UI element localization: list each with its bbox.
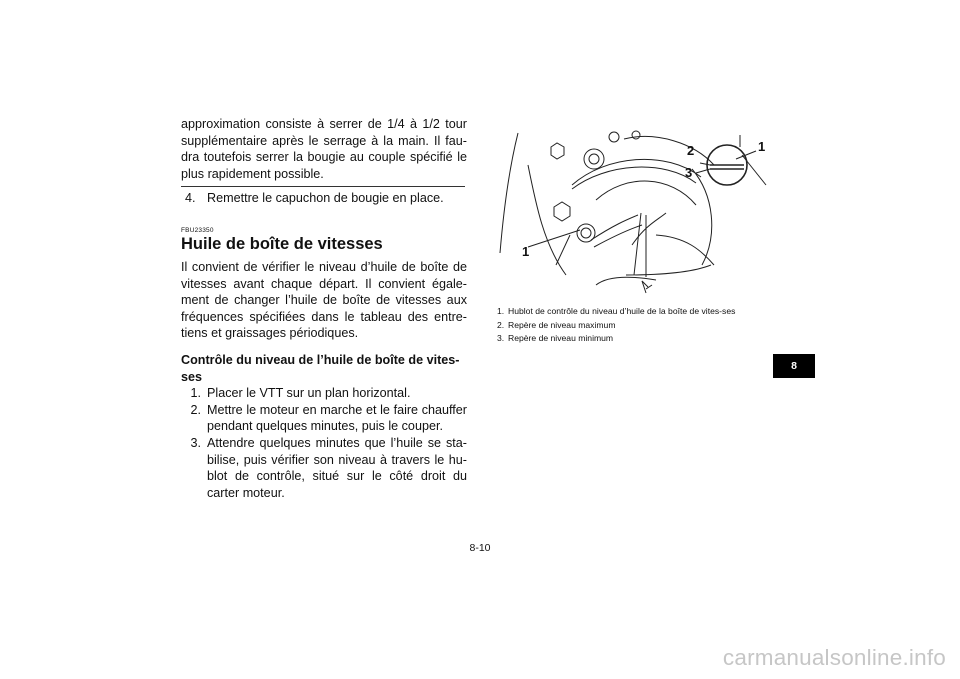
section-title: Huile de boîte de vitesses xyxy=(181,234,383,253)
caption-item xyxy=(497,333,787,344)
caption-number: 1. xyxy=(497,306,505,316)
previous-step xyxy=(181,190,467,207)
caption-number: 3. xyxy=(497,333,505,343)
caption-text: Hublot de contrôle du niveau d’huile de la boîte de vites-ses xyxy=(508,306,736,316)
engine-illustration xyxy=(496,125,786,303)
section-code: FBU23350 xyxy=(181,226,214,234)
section-paragraph: Il convient de vérifier le niveau d’huile de boîte de vitesses avant chaque départ. Il convient égale-ment de changer l’huile de boîte de vitesses aux fréquences spécifiées dans le tableau des entre-tiens et graissages périodiques. xyxy=(181,259,467,341)
callout-1-inset: 1 xyxy=(758,139,766,154)
chapter-tab: 8 xyxy=(773,354,815,378)
step-text: Remettre le capuchon de bougie en place. xyxy=(207,191,444,206)
step-text: Attendre quelques minutes que l’huile se sta-bilise, puis vérifier son niveau à travers le hu-blot de contrôle, situé sur le côté droit du carter moteur. xyxy=(207,435,467,500)
step-text: Mettre le moteur en marche et le faire chauffer pendant quelques minutes, puis le couper. xyxy=(207,402,467,434)
list-item xyxy=(181,435,467,501)
list-item xyxy=(181,385,467,402)
callout-1-main: 1 xyxy=(522,244,530,259)
left-column xyxy=(181,116,467,501)
caption-text: Repère de niveau maximum xyxy=(508,319,616,330)
intro-paragraph: approximation consiste à serrer de 1/4 à 1/2 tour supplémentaire après le serrage à la main. Il fau-dra toutefois serrer la bougie au couple spécifié le plus rapidement possible. xyxy=(181,117,467,181)
bolt-head xyxy=(584,149,604,169)
callout-3: 3 xyxy=(685,165,693,180)
callout-2: 2 xyxy=(687,143,695,158)
divider xyxy=(181,186,465,187)
step-number: 2. xyxy=(190,402,201,417)
sprocket-bolt xyxy=(551,143,564,159)
steps-list xyxy=(181,385,467,501)
watermark: carmanualsonline.info xyxy=(722,645,946,670)
list-item xyxy=(181,402,467,435)
step-text: Placer le VTT sur un plan horizontal. xyxy=(207,386,411,401)
caption-item xyxy=(497,320,787,331)
caption-item xyxy=(497,306,787,317)
caption-text: Repère de niveau minimum xyxy=(508,333,614,343)
subheading: Contrôle du niveau de l’huile de boîte de vites-ses xyxy=(181,352,460,384)
step-number: 4. xyxy=(185,191,196,206)
step-number: 3. xyxy=(190,435,201,450)
page-number: 8-10 xyxy=(469,542,491,554)
figure-captions xyxy=(497,306,787,347)
step-number: 1. xyxy=(190,386,201,401)
caption-number: 2. xyxy=(497,319,505,330)
sketch-edge-left xyxy=(500,133,518,253)
